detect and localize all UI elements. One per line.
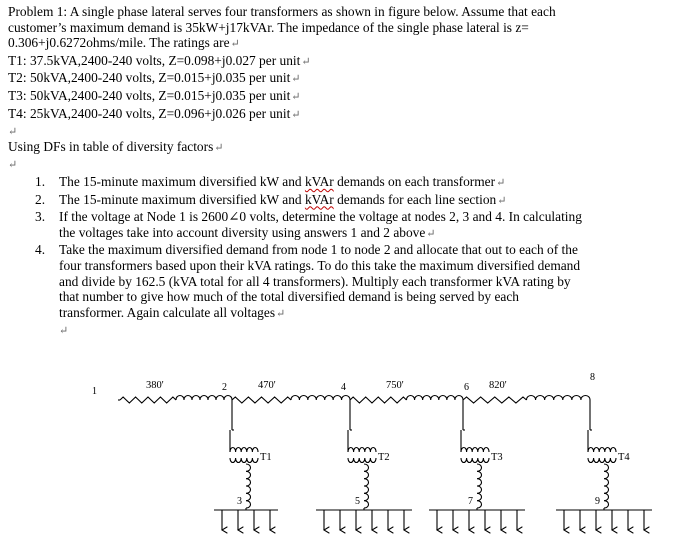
secondary-drop-3: [477, 464, 482, 508]
transformer-secondary-1: [230, 458, 258, 463]
node-label-5: 5: [355, 496, 360, 507]
node-label-9: 9: [595, 496, 600, 507]
question-list: [8, 174, 678, 322]
transformer-secondary-2: [348, 458, 376, 463]
line-reactance-1: [176, 396, 232, 401]
node-label-8: 8: [590, 372, 595, 383]
segment-length-label: 380': [146, 380, 164, 391]
transformer-primary-3: [461, 448, 489, 453]
transformer-label-1: T1: [260, 452, 272, 463]
transformer-secondary-4: [588, 458, 616, 463]
line-resistance-1: [120, 397, 176, 403]
transformer-primary-4: [588, 448, 616, 453]
intro-line-2: customer’s maximum demand is 35kW+j17kVAr. The impedance of the single phase lateral is z=: [8, 19, 529, 35]
line-resistance-2: [232, 397, 291, 403]
node-label-3: 3: [237, 496, 242, 507]
segment-length-label: 470': [258, 380, 276, 391]
transformer-label-3: T3: [491, 452, 503, 463]
segment-length-label: 750': [386, 380, 404, 391]
line-resistance-3: [350, 397, 407, 403]
problem-document: [8, 4, 678, 338]
blank-paragraph: ↵: [8, 159, 18, 172]
secondary-drop-2: [364, 464, 369, 508]
node-label-2: 2: [222, 382, 227, 393]
spellcheck-word: kVAr: [304, 191, 334, 207]
rating-t2: T2: 50kVA,2400-240 volts, Z=0.015+j0.035 per unit↵: [8, 70, 301, 86]
rating-t4: T4: 25kVA,2400-240 volts, Z=0.096+j0.026 per unit↵: [8, 105, 301, 121]
instruction-line: Using DFs in table of diversity factors↵: [8, 138, 224, 154]
transformer-label-4: T4: [618, 452, 630, 463]
node-label-7: 7: [468, 496, 473, 507]
intro-line-1: Problem 1: A single phase lateral serves four transformers as shown in figure below. Assume that each: [8, 4, 556, 19]
segment-length-label: 820': [489, 380, 507, 391]
transformer-secondary-3: [461, 458, 489, 463]
blank-paragraph: ↵: [59, 325, 69, 338]
intro-line-3: 0.306+j0.6272ohms/mile. The ratings are↵: [8, 35, 240, 51]
paragraph-mark: ↵: [230, 38, 240, 51]
node-label-6: 6: [464, 382, 469, 393]
question-item-2: 2. The 15-minute maximum diversified kW and kVAr demands for each line section↵: [35, 191, 507, 207]
line-resistance-4: [463, 397, 527, 403]
spellcheck-word: kVAr: [304, 173, 334, 189]
question-item-4: 4. Take the maximum diversified demand from node 1 to node 2 and allocate that out to each of the four transformers based upon their kVA ratings. To do this take the maximum diversified demand and divide by 162.5 (kVA total for all 4 transformers). Multiply each transformer kVA rating by that number to give how much of the total diversified demand is being served by each transformer. Again calculate all voltages↵: [35, 242, 581, 320]
secondary-drop-1: [246, 464, 251, 508]
node-label-4: 4: [341, 382, 346, 393]
question-item-1: 1. The 15-minute maximum diversified kW and kVAr demands on each transformer↵: [35, 173, 506, 189]
line-reactance-4: [527, 396, 591, 401]
secondary-drop-4: [604, 464, 609, 508]
question-item-3: 3. If the voltage at Node 1 is 2600∠0 volts, determine the voltage at nodes 2, 3 and 4. In calculating the voltages take into account diversity using answers 1 and 2 above↵: [35, 209, 582, 240]
node-label-1: 1: [92, 386, 97, 397]
rating-t3: T3: 50kVA,2400-240 volts, Z=0.015+j0.035 per unit↵: [8, 87, 301, 103]
lateral-circuit-diagram: [0, 360, 686, 538]
transformer-primary-1: [230, 448, 258, 453]
line-reactance-3: [407, 396, 464, 401]
blank-paragraph: ↵: [8, 126, 18, 139]
transformer-label-2: T2: [378, 452, 390, 463]
transformer-primary-2: [348, 448, 376, 453]
line-reactance-2: [291, 396, 350, 401]
rating-t1: T1: 37.5kVA,2400-240 volts, Z=0.098+j0.027 per unit↵: [8, 52, 311, 68]
